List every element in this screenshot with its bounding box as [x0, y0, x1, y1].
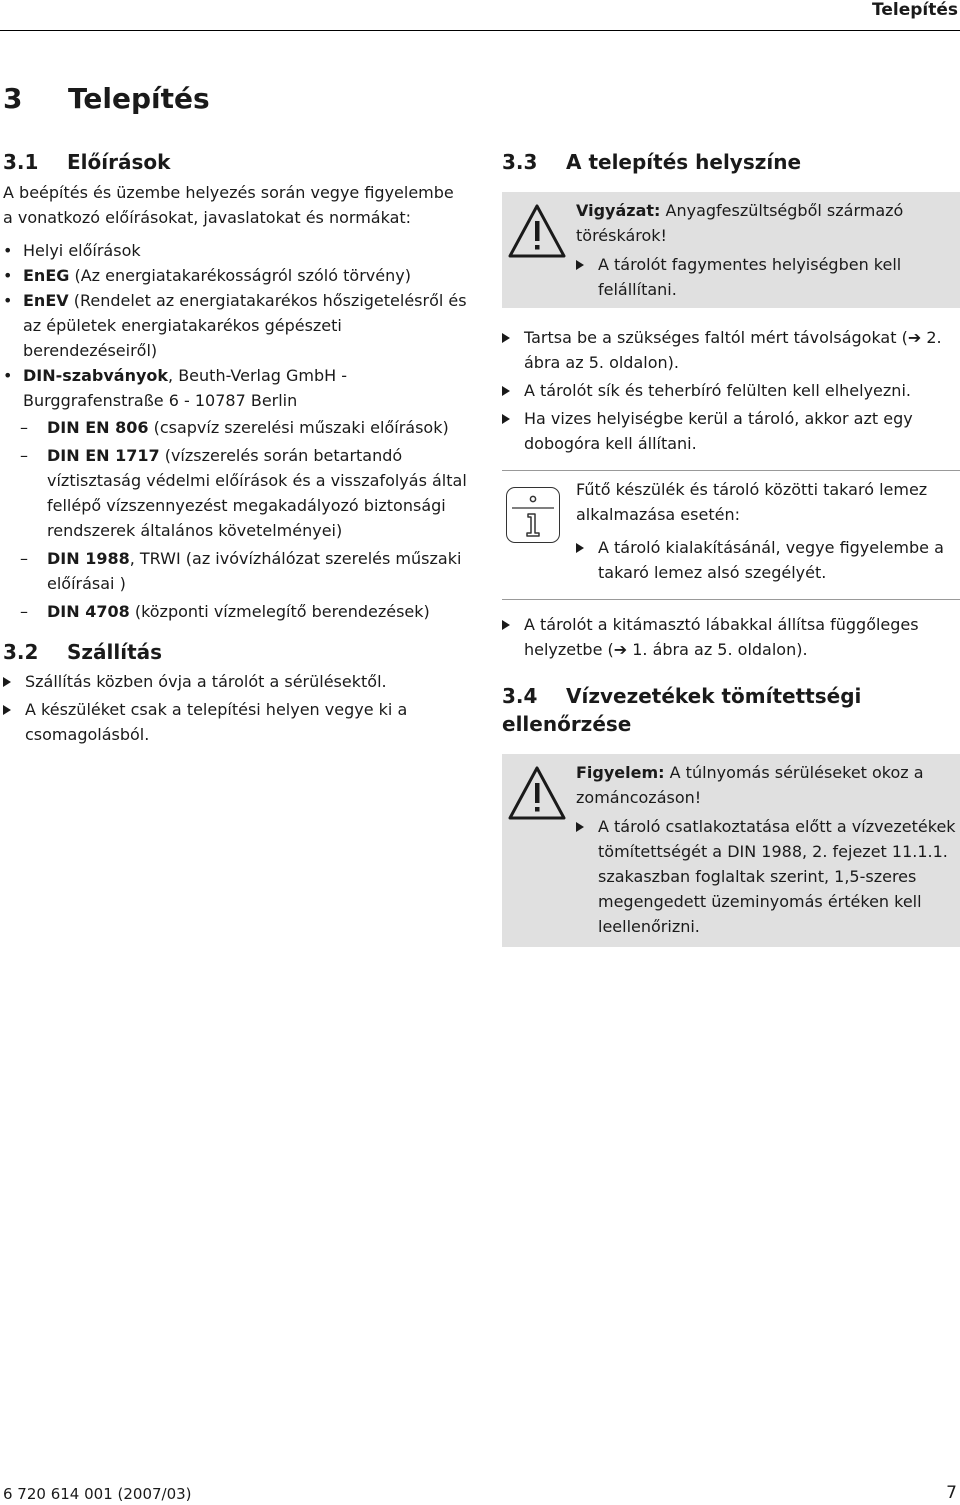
arrow-bullet-icon	[502, 386, 510, 396]
transport-list	[3, 669, 468, 747]
list-item: A tárolót sík és teherbíró felülten kell elhelyezni.	[502, 378, 960, 403]
warning-icon	[502, 198, 576, 302]
section-label: A telepítés helyszíne	[566, 150, 802, 174]
list-item: – DIN 1988, TRWI (az ivóvízhálózat szerelés műszaki előírásai )	[3, 546, 468, 596]
list-item: – DIN EN 1717 (vízszerelés során betartandó víztisztaság védelmi előírások és a visszafolyás által fellépő vízszennyezést megakadályozó biztonsági rendszerek általános követelményei)	[3, 443, 468, 543]
warning-body	[576, 198, 960, 302]
list-item: – DIN 4708 (központi vízmelegítő berendezések)	[3, 599, 468, 624]
info-text: Fűtő készülék és tároló közötti takaró lemez alkalmazása esetén:	[576, 480, 928, 524]
arrow-bullet-icon	[3, 705, 11, 715]
section-number: 3.4	[502, 684, 538, 708]
list-item: Ha vizes helyiségbe kerül a tároló, akkor azt egy dobogóra kell állítani.	[502, 406, 960, 456]
running-header: Telepítés	[872, 0, 958, 20]
arrow-bullet-icon	[502, 333, 510, 343]
section-label: Vízvezetékek tömítettségi ellenőrzése	[502, 684, 862, 736]
chapter-number: 3	[3, 82, 23, 115]
regulations-intro: A beépítés és üzembe helyezés során vegye figyelembe a vonatkozó előírásokat, javaslatokat és normákat:	[3, 183, 454, 227]
section-3-4-title	[502, 682, 960, 738]
section-3-2-title	[3, 638, 468, 666]
info-icon-cell	[502, 477, 576, 585]
list-item: • EnEV (Rendelet az energiatakarékos hőszigetelésről és az épületek energiatakarékos gépészeti berendezéseiről)	[3, 288, 468, 363]
arrow-bullet-icon	[576, 543, 584, 553]
chapter-title	[3, 82, 210, 115]
warning-actions	[576, 252, 960, 302]
left-column	[3, 148, 468, 747]
list-item: A tároló kialakításánál, vegye figyelembe a takaró lemez alsó szegélyét.	[576, 535, 960, 585]
section-3-1-title	[3, 148, 468, 176]
warning-box	[502, 754, 960, 947]
section-3-3-title	[502, 148, 960, 176]
chapter-label: Telepítés	[68, 82, 210, 115]
warning-icon	[502, 760, 576, 939]
din-list	[3, 415, 468, 624]
warning-text: Vigyázat: Anyagfeszültségből származó töréskárok!	[576, 201, 904, 245]
info-body	[576, 477, 960, 585]
warning-body	[576, 760, 960, 939]
section-number: 3.3	[502, 150, 538, 174]
warning-text: Figyelem: A túlnyomás sérüléseket okoz a zománcozáson!	[576, 763, 924, 807]
list-item: • DIN-szabványok, Beuth-Verlag GmbH - Burggrafenstraße 6 - 10787 Berlin	[3, 363, 468, 413]
section-label: Előírások	[67, 150, 171, 174]
list-item: A tárolót fagymentes helyiségben kell felállítani.	[576, 252, 960, 302]
section-number: 3.2	[3, 640, 39, 664]
document-number: 6 720 614 001 (2007/03)	[3, 1485, 192, 1503]
warning-box	[502, 192, 960, 308]
info-icon	[506, 487, 560, 543]
location-list	[502, 325, 960, 456]
arrow-bullet-icon	[502, 620, 510, 630]
placement-list	[502, 612, 960, 662]
list-item: A tároló csatlakoztatása előtt a vízvezetékek tömítettségét a DIN 1988, 2. fejezet 11.1.1. szakaszban foglaltak szerint, 1,5-szeres megengedett üzeminyomás értéken kell leellenőrizni.	[576, 814, 960, 939]
section-label: Szállítás	[67, 640, 163, 664]
list-item: A tárolót a kitámasztó lábakkal állítsa függőleges helyzetbe (➔ 1. ábra az 5. oldalon).	[502, 612, 960, 662]
list-item: • EnEG (Az energiatakarékosságról szóló törvény)	[3, 263, 468, 288]
arrow-bullet-icon	[502, 414, 510, 424]
arrow-bullet-icon	[3, 677, 11, 687]
right-column	[502, 148, 960, 947]
info-actions	[576, 535, 960, 585]
warning-actions	[576, 814, 960, 939]
header-rule	[0, 30, 960, 31]
info-box	[502, 470, 960, 600]
list-item: • Helyi előírások	[3, 238, 468, 263]
arrow-bullet-icon	[576, 822, 584, 832]
section-number: 3.1	[3, 150, 39, 174]
list-item: Szállítás közben óvja a tárolót a sérülésektől.	[3, 669, 468, 694]
arrow-bullet-icon	[576, 260, 584, 270]
list-item: – DIN EN 806 (csapvíz szerelési műszaki előírások)	[3, 415, 468, 440]
regulations-list	[3, 238, 468, 413]
list-item: Tartsa be a szükséges faltól mért távolságokat (➔ 2. ábra az 5. oldalon).	[502, 325, 960, 375]
list-item: A készüléket csak a telepítési helyen vegye ki a csomagolásból.	[3, 697, 468, 747]
page-number: 7	[946, 1483, 957, 1503]
